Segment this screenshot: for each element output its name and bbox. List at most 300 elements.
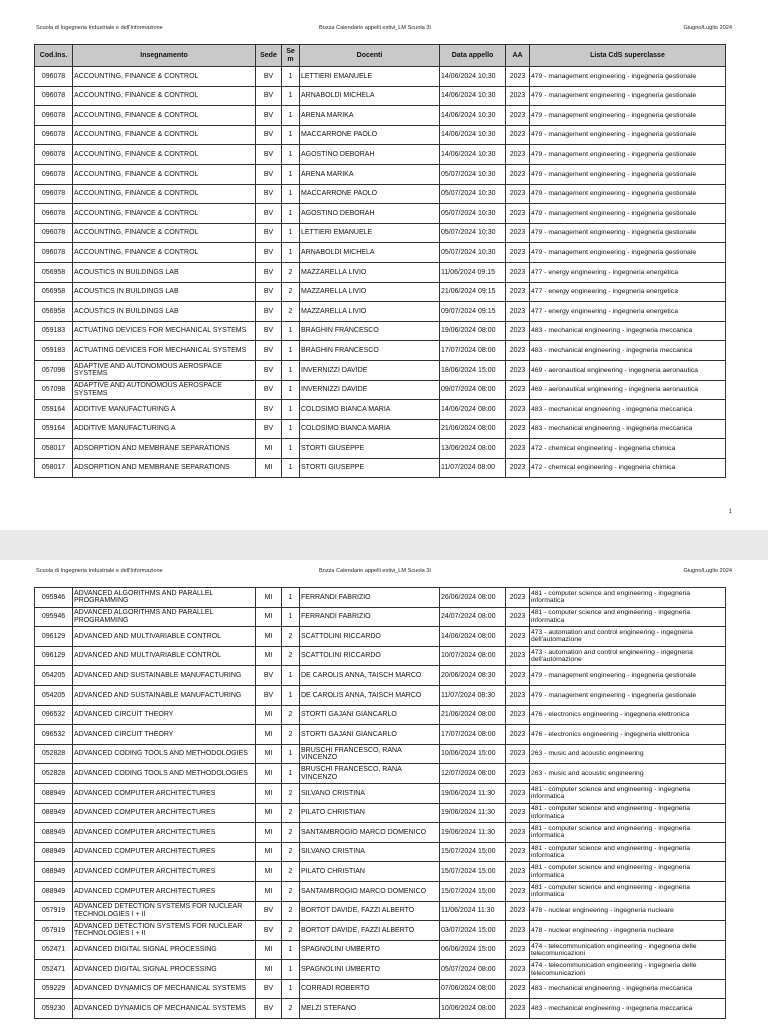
cds-cell: 263 - music and acoustic engineering	[530, 744, 726, 764]
data-appello-cell: 14/06/2024 08:00	[440, 627, 506, 647]
cds-cell: 479 - management engineering - ingegneria gestionale	[530, 184, 726, 204]
cds-cell: 479 - management engineering - ingegneria gestionale	[530, 106, 726, 126]
aa-cell: 2023	[506, 86, 530, 106]
aa-cell: 2023	[506, 400, 530, 420]
sem-cell: 2	[282, 725, 300, 745]
aa-cell: 2023	[506, 321, 530, 341]
insegnamento-cell: ADVANCED CIRCUIT THEORY	[73, 705, 256, 725]
docenti-cell: BORTOT DAVIDE, FAZZI ALBERTO	[300, 901, 440, 921]
sede-cell: MI	[256, 705, 282, 725]
sede-cell: BV	[256, 243, 282, 263]
cds-cell: 263 - music and acoustic engineering	[530, 764, 726, 784]
table-row	[35, 862, 726, 882]
docenti-cell: LETTIERI EMANUELE	[300, 67, 440, 87]
sede-cell: MI	[256, 881, 282, 901]
cds-cell: 479 - management engineering - ingegneria gestionale	[530, 243, 726, 263]
table-row	[35, 921, 726, 941]
sem-cell: 1	[282, 321, 300, 341]
cds-cell: 481 - computer science and engineering - ingegneria informatica	[530, 881, 726, 901]
insegnamento-cell: ADVANCED CODING TOOLS AND METHODOLOGIES	[73, 744, 256, 764]
data-appello-cell: 12/07/2024 08:00	[440, 764, 506, 784]
sede-cell: MI	[256, 940, 282, 960]
sem-cell: 2	[282, 262, 300, 282]
insegnamento-cell: ADAPTIVE AND AUTONOMOUS AEROSPACE SYSTEMS	[73, 360, 256, 380]
table-row	[35, 588, 726, 608]
insegnamento-cell: ACOUSTICS IN BUILDINGS LAB	[73, 262, 256, 282]
sede-cell: MI	[256, 842, 282, 862]
insegnamento-cell: ACCOUNTING, FINANCE & CONTROL	[73, 106, 256, 126]
table-row	[35, 321, 726, 341]
sem-cell: 1	[282, 204, 300, 224]
data-appello-cell: 21/06/2024 09:15	[440, 282, 506, 302]
table-row	[35, 725, 726, 745]
aa-cell: 2023	[506, 725, 530, 745]
cds-cell: 473 - automation and control engineering - ingegneria dell'automazione	[530, 627, 726, 647]
cod-cell: 088949	[35, 783, 73, 803]
cod-cell: 052828	[35, 764, 73, 784]
docenti-cell: FERRANDI FABRIZIO	[300, 607, 440, 627]
docenti-cell: ARENA MARIKA	[300, 106, 440, 126]
sem-cell: 1	[282, 86, 300, 106]
sede-cell: BV	[256, 666, 282, 686]
data-appello-cell: 15/07/2024 15:00	[440, 881, 506, 901]
insegnamento-cell: ADVANCED AND MULTIVARIABLE CONTROL	[73, 646, 256, 666]
sem-cell: 1	[282, 243, 300, 263]
aa-cell: 2023	[506, 204, 530, 224]
sem-cell: 2	[282, 783, 300, 803]
table-row	[35, 282, 726, 302]
insegnamento-cell: ADVANCED DETECTION SYSTEMS FOR NUCLEAR TECHNOLOGIES I + II	[73, 921, 256, 941]
cds-cell: 479 - management engineering - ingegneria gestionale	[530, 666, 726, 686]
cds-cell: 479 - management engineering - ingegneria gestionale	[530, 204, 726, 224]
aa-cell: 2023	[506, 607, 530, 627]
sem-cell: 1	[282, 67, 300, 87]
docenti-cell: SANTAMBROGIO MARCO DOMENICO	[300, 881, 440, 901]
docenti-cell: STORTI GIUSEPPE	[300, 458, 440, 478]
table-row	[35, 243, 726, 263]
insegnamento-cell: ADVANCED DETECTION SYSTEMS FOR NUCLEAR TECHNOLOGIES I + II	[73, 901, 256, 921]
sede-cell: MI	[256, 627, 282, 647]
cds-cell: 483 - mechanical engineering - ingegneria meccanica	[530, 419, 726, 439]
docenti-cell: ARNABOLDI MICHELA	[300, 86, 440, 106]
sem-cell: 2	[282, 705, 300, 725]
cds-cell: 473 - automation and control engineering - ingegneria dell'automazione	[530, 646, 726, 666]
sede-cell: BV	[256, 125, 282, 145]
sede-cell: BV	[256, 302, 282, 322]
cod-cell: 056958	[35, 282, 73, 302]
insegnamento-cell: ADVANCED DYNAMICS OF MECHANICAL SYSTEMS	[73, 979, 256, 999]
insegnamento-cell: ACOUSTICS IN BUILDINGS LAB	[73, 302, 256, 322]
data-appello-cell: 14/06/2024 10:30	[440, 86, 506, 106]
cod-cell: 056958	[35, 302, 73, 322]
cod-cell: 096532	[35, 705, 73, 725]
sem-cell: 1	[282, 125, 300, 145]
page-separator	[0, 530, 768, 560]
insegnamento-cell: ADDITIVE MANUFACTURING A	[73, 419, 256, 439]
aa-cell: 2023	[506, 243, 530, 263]
table-row	[35, 685, 726, 705]
sede-cell: MI	[256, 744, 282, 764]
insegnamento-cell: ADVANCED COMPUTER ARCHITECTURES	[73, 803, 256, 823]
insegnamento-cell: ACCOUNTING, FINANCE & CONTROL	[73, 184, 256, 204]
aa-cell: 2023	[506, 380, 530, 400]
table-row	[35, 803, 726, 823]
cod-cell: 088949	[35, 823, 73, 843]
aa-cell: 2023	[506, 803, 530, 823]
data-appello-cell: 19/06/2024 11:30	[440, 803, 506, 823]
aa-cell: 2023	[506, 862, 530, 882]
sede-cell: BV	[256, 204, 282, 224]
table-row	[35, 184, 726, 204]
docenti-cell: MELZI STEFANO	[300, 999, 440, 1019]
sede-cell: MI	[256, 439, 282, 459]
data-appello-cell: 11/07/2024 08:00	[440, 458, 506, 478]
sem-cell: 1	[282, 184, 300, 204]
docenti-cell: STORTI GIUSEPPE	[300, 439, 440, 459]
docenti-cell: MACCARRONE PAOLO	[300, 184, 440, 204]
insegnamento-cell: ADVANCED COMPUTER ARCHITECTURES	[73, 881, 256, 901]
insegnamento-cell: ADSORPTION AND MEMBRANE SEPARATIONS	[73, 458, 256, 478]
aa-cell: 2023	[506, 106, 530, 126]
aa-cell: 2023	[506, 458, 530, 478]
table-row	[35, 204, 726, 224]
docenti-cell: BORTOT DAVIDE, FAZZI ALBERTO	[300, 921, 440, 941]
sede-cell: BV	[256, 145, 282, 165]
sem-cell: 2	[282, 803, 300, 823]
aa-cell: 2023	[506, 881, 530, 901]
sede-cell: BV	[256, 223, 282, 243]
col-header-docenti: Docenti	[300, 45, 440, 67]
data-appello-cell: 26/06/2024 08:00	[440, 588, 506, 608]
table-row	[35, 302, 726, 322]
table-row	[35, 106, 726, 126]
cds-cell: 479 - management engineering - ingegneria gestionale	[530, 86, 726, 106]
data-appello-cell: 05/07/2024 08:00	[440, 960, 506, 980]
cod-cell: 088949	[35, 842, 73, 862]
cod-cell: 052828	[35, 744, 73, 764]
docenti-cell: DE CAROLIS ANNA, TAISCH MARCO	[300, 666, 440, 686]
sede-cell: BV	[256, 979, 282, 999]
data-appello-cell: 07/06/2024 08:00	[440, 979, 506, 999]
insegnamento-cell: ACCOUNTING, FINANCE & CONTROL	[73, 125, 256, 145]
sem-cell: 1	[282, 588, 300, 608]
table-row	[35, 164, 726, 184]
sem-cell: 1	[282, 744, 300, 764]
sede-cell: BV	[256, 321, 282, 341]
docenti-cell: LETTIERI EMANUELE	[300, 223, 440, 243]
sem-cell: 1	[282, 380, 300, 400]
aa-cell: 2023	[506, 419, 530, 439]
docenti-cell: COLOSIMO BIANCA MARIA	[300, 419, 440, 439]
cds-cell: 483 - mechanical engineering - ingegneria meccanica	[530, 999, 726, 1019]
insegnamento-cell: ACCOUNTING, FINANCE & CONTROL	[73, 243, 256, 263]
sede-cell: BV	[256, 419, 282, 439]
sem-cell: 1	[282, 400, 300, 420]
table-row	[35, 360, 726, 380]
docenti-cell: BRUSCHI FRANCESCO, RANA VINCENZO	[300, 764, 440, 784]
insegnamento-cell: ADSORPTION AND MEMBRANE SEPARATIONS	[73, 439, 256, 459]
docenti-cell: SCATTOLINI RICCARDO	[300, 627, 440, 647]
cod-cell: 057919	[35, 901, 73, 921]
docenti-cell: SCATTOLINI RICCARDO	[300, 646, 440, 666]
data-appello-cell: 14/06/2024 10:30	[440, 67, 506, 87]
aa-cell: 2023	[506, 125, 530, 145]
cod-cell: 088949	[35, 862, 73, 882]
data-appello-cell: 21/06/2024 08:00	[440, 419, 506, 439]
cod-cell: 096129	[35, 646, 73, 666]
aa-cell: 2023	[506, 67, 530, 87]
cds-cell: 469 - aeronautical engineering - ingegneria aeronautica	[530, 380, 726, 400]
insegnamento-cell: ADVANCED CODING TOOLS AND METHODOLOGIES	[73, 764, 256, 784]
sem-cell: 1	[282, 764, 300, 784]
sem-cell: 1	[282, 145, 300, 165]
cod-cell: 096078	[35, 106, 73, 126]
data-appello-cell: 09/07/2024 08:00	[440, 380, 506, 400]
cds-cell: 483 - mechanical engineering - ingegneria meccanica	[530, 979, 726, 999]
cod-cell: 056958	[35, 262, 73, 282]
sede-cell: MI	[256, 960, 282, 980]
docenti-cell: INVERNIZZI DAVIDE	[300, 380, 440, 400]
col-header-cod: Cod.Ins.	[35, 45, 73, 67]
data-appello-cell: 20/06/2024 08:30	[440, 666, 506, 686]
insegnamento-cell: ADVANCED COMPUTER ARCHITECTURES	[73, 783, 256, 803]
data-appello-cell: 03/07/2024 15:00	[440, 921, 506, 941]
cod-cell: 058017	[35, 439, 73, 459]
data-appello-cell: 15/07/2024 15:00	[440, 842, 506, 862]
cod-cell: 059183	[35, 321, 73, 341]
cod-cell: 096078	[35, 145, 73, 165]
table-row	[35, 458, 726, 478]
docenti-cell: DE CAROLIS ANNA, TAISCH MARCO	[300, 685, 440, 705]
sede-cell: MI	[256, 764, 282, 784]
data-appello-cell: 13/06/2024 08:00	[440, 439, 506, 459]
col-header-cds: Lista CdS superclasse	[530, 45, 726, 67]
aa-cell: 2023	[506, 979, 530, 999]
aa-cell: 2023	[506, 302, 530, 322]
cds-cell: 483 - mechanical engineering - ingegneria meccanica	[530, 341, 726, 361]
sem-cell: 2	[282, 282, 300, 302]
docenti-cell: MAZZARELLA LIVIO	[300, 282, 440, 302]
insegnamento-cell: ACCOUNTING, FINANCE & CONTROL	[73, 145, 256, 165]
docenti-cell: CORRADI ROBERTO	[300, 979, 440, 999]
table-row	[35, 823, 726, 843]
data-appello-cell: 14/06/2024 08:00	[440, 400, 506, 420]
aa-cell: 2023	[506, 184, 530, 204]
insegnamento-cell: ADVANCED AND SUSTAINABLE MANUFACTURING	[73, 666, 256, 686]
cds-cell: 481 - computer science and engineering - ingegneria informatica	[530, 803, 726, 823]
cod-cell: 096078	[35, 164, 73, 184]
document-page-2	[0, 560, 768, 1024]
cod-cell: 095946	[35, 588, 73, 608]
aa-cell: 2023	[506, 685, 530, 705]
cds-cell: 479 - management engineering - ingegneria gestionale	[530, 67, 726, 87]
col-header-sem: Se m	[282, 45, 300, 67]
header-title: Bozza Calendario appelli estivi_LM Scuola 3I	[319, 25, 431, 31]
data-appello-cell: 14/06/2024 10:30	[440, 145, 506, 165]
sem-cell: 2	[282, 901, 300, 921]
table-row	[35, 940, 726, 960]
sem-cell: 1	[282, 419, 300, 439]
docenti-cell: AGOSTINO DEBORAH	[300, 204, 440, 224]
col-header-data-appello: Data appello	[440, 45, 506, 67]
table-row	[35, 439, 726, 459]
cod-cell: 096078	[35, 86, 73, 106]
aa-cell: 2023	[506, 588, 530, 608]
sede-cell: BV	[256, 184, 282, 204]
sede-cell: MI	[256, 725, 282, 745]
table-row	[35, 881, 726, 901]
cds-cell: 476 - electronics engineering - ingegneria elettronica	[530, 705, 726, 725]
cod-cell: 059183	[35, 341, 73, 361]
sede-cell: BV	[256, 685, 282, 705]
aa-cell: 2023	[506, 823, 530, 843]
table-row	[35, 999, 726, 1019]
insegnamento-cell: ADVANCED COMPUTER ARCHITECTURES	[73, 862, 256, 882]
docenti-cell: COLOSIMO BIANCA MARIA	[300, 400, 440, 420]
aa-cell: 2023	[506, 282, 530, 302]
sem-cell: 2	[282, 999, 300, 1019]
table-row	[35, 607, 726, 627]
aa-cell: 2023	[506, 783, 530, 803]
table-row	[35, 960, 726, 980]
sede-cell: MI	[256, 607, 282, 627]
insegnamento-cell: ACCOUNTING, FINANCE & CONTROL	[73, 86, 256, 106]
sede-cell: BV	[256, 106, 282, 126]
sede-cell: BV	[256, 921, 282, 941]
cds-cell: 469 - aeronautical engineering - ingegneria aeronautica	[530, 360, 726, 380]
insegnamento-cell: ADVANCED COMPUTER ARCHITECTURES	[73, 842, 256, 862]
cod-cell: 057098	[35, 380, 73, 400]
docenti-cell: PILATO CHRISTIAN	[300, 803, 440, 823]
exam-table-page-1	[34, 44, 726, 478]
table-row	[35, 627, 726, 647]
cod-cell: 096078	[35, 67, 73, 87]
aa-cell: 2023	[506, 842, 530, 862]
table-row	[35, 901, 726, 921]
sem-cell: 1	[282, 940, 300, 960]
col-header-sede: Sede	[256, 45, 282, 67]
sede-cell: BV	[256, 282, 282, 302]
data-appello-cell: 17/07/2024 08:00	[440, 725, 506, 745]
cds-cell: 481 - computer science and engineering - ingegneria informatica	[530, 588, 726, 608]
aa-cell: 2023	[506, 921, 530, 941]
insegnamento-cell: ADVANCED DIGITAL SIGNAL PROCESSING	[73, 940, 256, 960]
insegnamento-cell: ACCOUNTING, FINANCE & CONTROL	[73, 67, 256, 87]
header-school: Scuola di Ingegneria Industriale e dell'Informazione	[36, 568, 163, 574]
cds-cell: 481 - computer science and engineering - ingegneria informatica	[530, 862, 726, 882]
docenti-cell: MACCARRONE PAOLO	[300, 125, 440, 145]
aa-cell: 2023	[506, 341, 530, 361]
sede-cell: MI	[256, 588, 282, 608]
aa-cell: 2023	[506, 262, 530, 282]
cds-cell: 479 - management engineering - ingegneria gestionale	[530, 164, 726, 184]
insegnamento-cell: ADAPTIVE AND AUTONOMOUS AEROSPACE SYSTEMS	[73, 380, 256, 400]
cds-cell: 478 - nuclear engineering - ingegneria nucleare	[530, 901, 726, 921]
insegnamento-cell: ACCOUNTING, FINANCE & CONTROL	[73, 204, 256, 224]
table-row	[35, 419, 726, 439]
docenti-cell: BRAGHIN FRANCESCO	[300, 321, 440, 341]
cod-cell: 096078	[35, 125, 73, 145]
data-appello-cell: 11/07/2024 08:30	[440, 685, 506, 705]
cds-cell: 483 - mechanical engineering - ingegneria meccanica	[530, 321, 726, 341]
data-appello-cell: 11/06/2024 09:15	[440, 262, 506, 282]
docenti-cell: SILVANO CRISTINA	[300, 783, 440, 803]
docenti-cell: PILATO CHRISTIAN	[300, 862, 440, 882]
cds-cell: 479 - management engineering - ingegneria gestionale	[530, 223, 726, 243]
sem-cell: 1	[282, 360, 300, 380]
page-number: 1	[728, 509, 732, 515]
sem-cell: 2	[282, 842, 300, 862]
sem-cell: 1	[282, 341, 300, 361]
cds-cell: 479 - management engineering - ingegneria gestionale	[530, 125, 726, 145]
cod-cell: 059164	[35, 419, 73, 439]
cds-cell: 478 - nuclear engineering - ingegneria nucleare	[530, 921, 726, 941]
table-row	[35, 262, 726, 282]
sem-cell: 2	[282, 302, 300, 322]
insegnamento-cell: ADVANCED ALGORITHMS AND PARALLEL PROGRAMMING	[73, 588, 256, 608]
cod-cell: 088949	[35, 803, 73, 823]
insegnamento-cell: ADVANCED DIGITAL SIGNAL PROCESSING	[73, 960, 256, 980]
sem-cell: 1	[282, 960, 300, 980]
cod-cell: 054205	[35, 685, 73, 705]
table-row	[35, 646, 726, 666]
data-appello-cell: 19/06/2024 11:30	[440, 783, 506, 803]
docenti-cell: MAZZARELLA LIVIO	[300, 262, 440, 282]
insegnamento-cell: ACOUSTICS IN BUILDINGS LAB	[73, 282, 256, 302]
table-row	[35, 666, 726, 686]
cod-cell: 096078	[35, 243, 73, 263]
data-appello-cell: 05/07/2024 10:30	[440, 204, 506, 224]
table-row	[35, 744, 726, 764]
sem-cell: 1	[282, 106, 300, 126]
table-row	[35, 223, 726, 243]
exam-table-page-2	[34, 587, 726, 1019]
cod-cell: 096532	[35, 725, 73, 745]
data-appello-cell: 17/07/2024 08:00	[440, 341, 506, 361]
aa-cell: 2023	[506, 145, 530, 165]
docenti-cell: BRAGHIN FRANCESCO	[300, 341, 440, 361]
docenti-cell: SANTAMBROGIO MARCO DOMENICO	[300, 823, 440, 843]
table-row	[35, 145, 726, 165]
cds-cell: 481 - computer science and engineering - ingegneria informatica	[530, 842, 726, 862]
data-appello-cell: 05/07/2024 10:30	[440, 243, 506, 263]
cod-cell: 052471	[35, 940, 73, 960]
header-period: Giugno/Luglio 2024	[683, 25, 732, 31]
aa-cell: 2023	[506, 164, 530, 184]
aa-cell: 2023	[506, 744, 530, 764]
insegnamento-cell: ADDITIVE MANUFACTURING A	[73, 400, 256, 420]
aa-cell: 2023	[506, 705, 530, 725]
table-row	[35, 125, 726, 145]
sede-cell: BV	[256, 262, 282, 282]
col-header-aa: AA	[506, 45, 530, 67]
sem-cell: 1	[282, 223, 300, 243]
insegnamento-cell: ACTUATING DEVICES FOR MECHANICAL SYSTEMS	[73, 341, 256, 361]
sede-cell: MI	[256, 646, 282, 666]
cds-cell: 481 - computer science and engineering - ingegneria informatica	[530, 607, 726, 627]
aa-cell: 2023	[506, 940, 530, 960]
cds-cell: 481 - computer science and engineering - ingegneria informatica	[530, 783, 726, 803]
cod-cell: 096078	[35, 204, 73, 224]
sede-cell: BV	[256, 360, 282, 380]
aa-cell: 2023	[506, 999, 530, 1019]
cod-cell: 088949	[35, 881, 73, 901]
cds-cell: 476 - electronics engineering - ingegneria elettronica	[530, 725, 726, 745]
data-appello-cell: 15/07/2024 15:00	[440, 862, 506, 882]
data-appello-cell: 10/06/2024 15:00	[440, 744, 506, 764]
sede-cell: BV	[256, 164, 282, 184]
data-appello-cell: 19/06/2024 08:00	[440, 321, 506, 341]
